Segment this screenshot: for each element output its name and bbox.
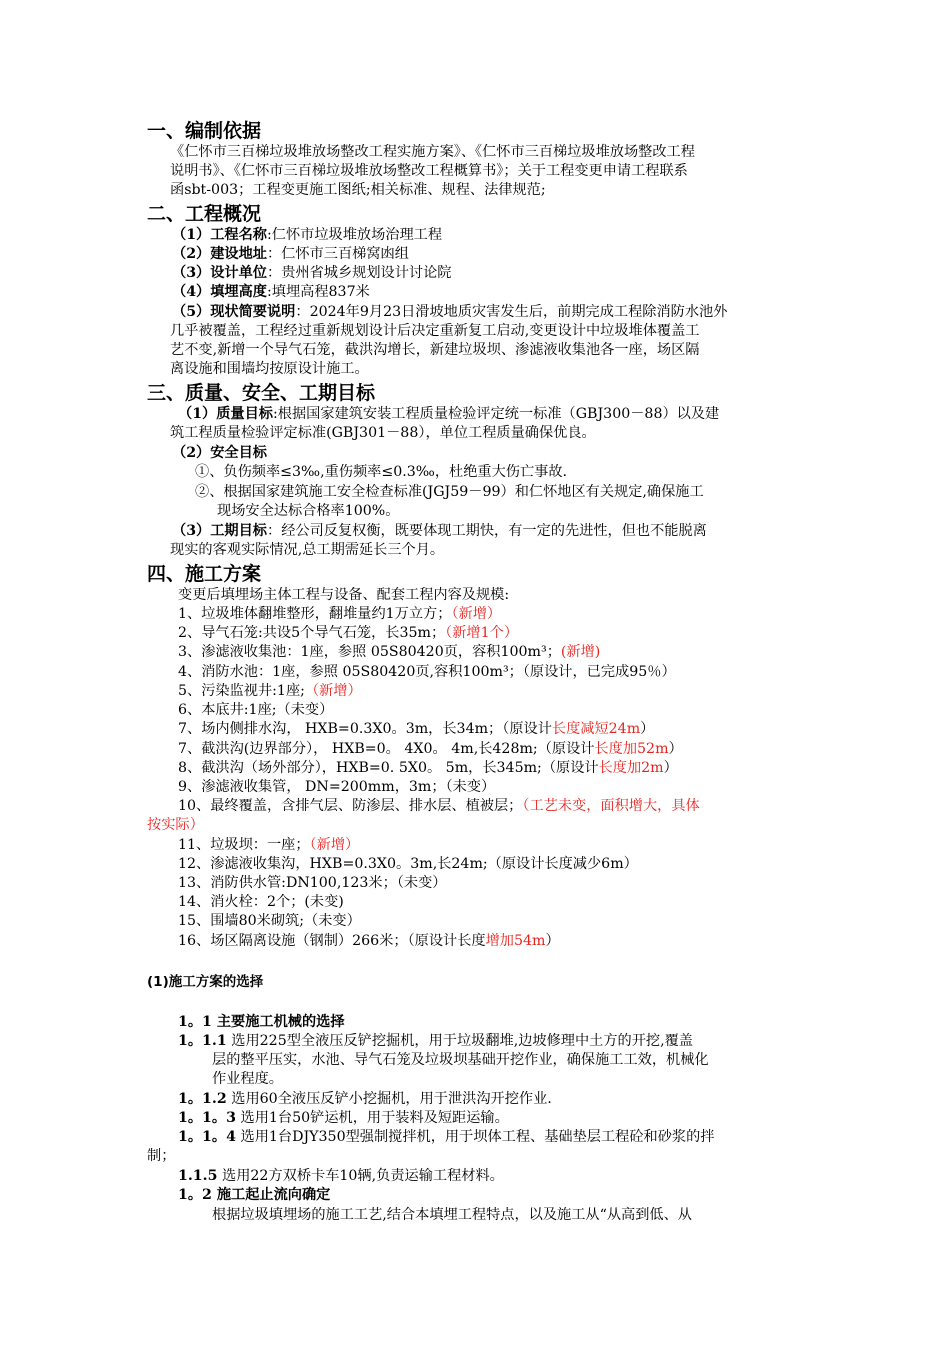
s4-list-item-7-text: 7、场内侧排水沟， HXB=0.3X0。3m，长34m；（原设计 xyxy=(178,721,552,737)
plan-item-1-1-1 xyxy=(178,1032,693,1051)
plan-heading-1-2: 1。2 施工起止流向确定 xyxy=(178,1187,331,1203)
plan-item-1-1-3 xyxy=(178,1109,509,1128)
s4-list-item-3 xyxy=(178,643,600,662)
s4-list-item-10-line-2: 按实际） xyxy=(147,817,204,833)
s2-item-4-text: :填埋高程837米 xyxy=(267,284,370,300)
s4-list-item-8-note: 长度加2m xyxy=(598,760,664,776)
s4-list-item-10-text: 10、最终覆盖，含排气层、防渗层、排水层、植被层； xyxy=(178,798,523,814)
s4-list-item-7b-note: 长度加52m xyxy=(594,741,669,757)
s3-quality-label: （1）质量目标 xyxy=(178,406,273,422)
section-3-title: 三、质量、安全、工期目标 xyxy=(147,382,376,404)
s3-safety-item-2-line-2: 现场安全达标合格率100%。 xyxy=(217,503,400,519)
plan-item-1-1-1-line-2: 层的整平压实，水池、导气石笼及垃圾坝基础开挖作业，确保施工工效，机械化 xyxy=(212,1052,709,1068)
s4-list-item-11-text: 11、垃圾坝：一座； xyxy=(178,837,310,853)
s4-intro: 变更后填埋场主体工程与设备、配套工程内容及规模: xyxy=(178,587,510,603)
s2-item-1 xyxy=(172,226,442,245)
s4-list-item-16-text: 16、场区隔离设施（钢制）266米；（原设计长度 xyxy=(178,933,486,949)
s4-list-item-11-note: （新增） xyxy=(309,837,360,853)
s4-list-item-7b-close: ） xyxy=(668,741,683,757)
plan-item-1-1-5-text: 选用22方双桥卡车10辆,负责运输工程材料。 xyxy=(217,1168,504,1184)
s3-safety-label: （2）安全目标 xyxy=(172,445,267,461)
s4-list-item-7 xyxy=(178,720,654,739)
s1-para-line-2: 说明书》、《仁怀市三百梯垃圾堆放场整改工程概算书》；关于工程变更申请工程联系 xyxy=(170,163,688,179)
s3-schedule-label: （3）工期目标 xyxy=(172,523,267,539)
s4-list-item-7b-text: 7、截洪沟(边界部分）， HXB=0。 4X0。 4m,长428m;（原设计 xyxy=(178,741,595,757)
s4-list-item-7b xyxy=(178,740,683,759)
s4-list-item-3-note: (新增) xyxy=(560,644,601,660)
plan-item-1-1-5 xyxy=(178,1167,504,1186)
s4-list-item-2-note: （新增1个） xyxy=(445,625,519,641)
s2-item-4-label: （4）填埋高度 xyxy=(172,284,267,300)
plan-heading-1-1: 1。1 主要施工机械的选择 xyxy=(178,1014,345,1030)
s2-item-1-text: :仁怀市垃圾堆放场治理工程 xyxy=(267,227,443,243)
s4-list-item-2-text: 2、导气石笼:共设5个导气石笼，长35m； xyxy=(178,625,446,641)
s3-safety-item-1: ①、负伤频率≤3‰,重伤频率≤0.3‰，杜绝重大伤亡事故. xyxy=(195,464,568,480)
plan-item-1-1-2-text: 选用60全液压反铲小挖掘机，用于泄洪沟开挖作业. xyxy=(226,1091,552,1107)
plan-item-1-1-2-num: 1。1.2 xyxy=(178,1091,227,1107)
s4-list-item-13: 13、消防供水管:DN100,123米；（未变） xyxy=(178,875,447,891)
s1-para-line-1: 《仁怀市三百梯垃圾堆放场整改工程实施方案》、《仁怀市三百梯垃圾堆放场整改工程 xyxy=(170,144,695,160)
plan-item-1-1-2 xyxy=(178,1090,552,1109)
s4-list-item-5-text: 5、污染监视井:1座; xyxy=(178,683,305,699)
s1-para-line-3: 函sbt-003；工程变更施工图纸;相关标准、规程、法律规范; xyxy=(170,182,546,198)
s3-safety-item-2: ②、根据国家建筑施工安全检查标准(JGJ59－99）和仁怀地区有关规定,确保施工 xyxy=(195,484,704,500)
s2-item-3-text: ：贵州省城乡规划设计讨论院 xyxy=(267,265,452,281)
s2-item-3 xyxy=(172,264,451,283)
s3-quality-text: :根据国家建筑安装工程质量检验评定统一标准（GBJ300－88）以及建 xyxy=(273,406,720,422)
plan-item-1-1-3-num: 1。1。3 xyxy=(178,1110,236,1126)
s4-list-item-10-note: （工艺未变，面积增大，具体 xyxy=(522,798,700,814)
section-1-title: 一、编制依据 xyxy=(147,120,262,142)
s4-list-item-6: 6、本底井:1座;（未变） xyxy=(178,702,334,718)
s2-item-5 xyxy=(172,303,727,322)
s2-item-5-line-4: 离设施和围墙均按原设计施工。 xyxy=(170,361,369,377)
plan-item-1-1-3-text: 选用1台50铲运机，用于装料及短距运输。 xyxy=(236,1110,509,1126)
plan-item-1-1-4-text: 选用1台DJY350型强制搅拌机，用于坝体工程、基础垫层工程砼和砂浆的拌 xyxy=(236,1129,715,1145)
s2-item-4 xyxy=(172,283,370,302)
s3-quality-line-2: 筑工程质量检验评定标准(GBJ301－88），单位工程质量确保优良。 xyxy=(170,425,596,441)
s2-item-5-label: （5）现状简要说明 xyxy=(172,304,296,320)
s4-list-item-16-note: 增加54m xyxy=(485,933,546,949)
s4-list-item-1 xyxy=(178,605,501,624)
s4-list-item-5 xyxy=(178,682,362,701)
plan-item-1-1-4-line-2: 制； xyxy=(147,1148,176,1164)
s2-item-5-line-3: 艺不变,新增一个导气石笼，截洪沟增长，新建垃圾坝、渗滤液收集池各一座，场区隔 xyxy=(170,342,700,358)
s4-list-item-8-text: 8、截洪沟（场外部分），HXB=0. 5X0。 5m，长345m;（原设计 xyxy=(178,760,599,776)
s4-list-item-15: 15、围墙80米砌筑;（未变） xyxy=(178,913,361,929)
s3-schedule xyxy=(172,522,707,541)
s4-list-item-10 xyxy=(178,797,700,816)
s4-list-item-3-text: 3、渗滤液收集池：1座，参照 05S80420页，容积100m³； xyxy=(178,644,561,660)
section-2-title: 二、工程概况 xyxy=(147,203,262,225)
s3-schedule-text: ：经公司反复权衡，既要体现工期快，有一定的先进性，但也不能脱离 xyxy=(267,523,707,539)
plan-item-1-1-4-num: 1。1。4 xyxy=(178,1129,236,1145)
s3-quality xyxy=(178,405,719,424)
s2-item-3-label: （3）设计单位 xyxy=(172,265,267,281)
s4-list-item-7-close: ） xyxy=(640,721,655,737)
s4-list-item-4: 4、消防水池：1座，参照 05S80420页,容积100m³；（原设计，已完成95％） xyxy=(178,664,676,680)
s4-list-item-1-note: （新增） xyxy=(451,606,502,622)
plan-item-1-1-4 xyxy=(178,1128,714,1147)
s2-item-2-text: ：仁怀市三百梯窝凼组 xyxy=(267,246,409,262)
s4-list-item-11 xyxy=(178,836,359,855)
plan-item-1-1-5-num: 1.1.5 xyxy=(178,1168,218,1184)
s2-item-2 xyxy=(172,245,409,264)
s4-list-item-14: 14、消火栓：2个；(未变) xyxy=(178,894,344,910)
s4-list-item-7-note: 长度减短24m xyxy=(551,721,641,737)
s2-item-2-label: （2）建设地址 xyxy=(172,246,267,262)
s4-list-item-2 xyxy=(178,624,518,643)
plan-title: (1)施工方案的选择 xyxy=(147,974,264,990)
s4-list-item-12: 12、渗滤液收集沟，HXB=0.3X0。3m,长24m;（原设计长度减少6m） xyxy=(178,856,638,872)
plan-item-1-1-1-line-3: 作业程度。 xyxy=(212,1071,283,1087)
plan-item-1-1-1-num: 1。1.1 xyxy=(178,1033,227,1049)
s2-item-5-text: ：2024年9月23日滑坡地质灾害发生后，前期完成工程除消防水池外 xyxy=(295,304,728,320)
plan-para-1-2: 根据垃圾填埋场的施工工艺,结合本填埋工程特点，以及施工从“从高到低、从 xyxy=(212,1207,692,1223)
s4-list-item-8 xyxy=(178,759,678,778)
s4-list-item-16 xyxy=(178,932,560,951)
s4-list-item-16-close: ） xyxy=(545,933,560,949)
s4-list-item-5-note: （新增） xyxy=(304,683,362,699)
s4-list-item-8-close: ） xyxy=(663,760,678,776)
s2-item-5-line-2: 几乎被覆盖，工程经过重新规划设计后决定重新复工启动,变更设计中垃圾堆体覆盖工 xyxy=(170,323,700,339)
s3-schedule-line-2: 现实的客观实际情况,总工期需延长三个月。 xyxy=(170,542,445,558)
s4-list-item-1-text: 1、垃圾堆体翻堆整形，翻堆量约1万立方； xyxy=(178,606,452,622)
s2-item-1-label: （1）工程名称 xyxy=(172,227,267,243)
s4-list-item-9: 9、渗滤液收集管， DN=200mm，3m；（未变） xyxy=(178,779,496,795)
section-4-title: 四、施工方案 xyxy=(147,563,262,585)
plan-item-1-1-1-text: 选用225型全液压反铲挖掘机，用于垃圾翻堆,边坡修理中土方的开挖,覆盖 xyxy=(226,1033,693,1049)
